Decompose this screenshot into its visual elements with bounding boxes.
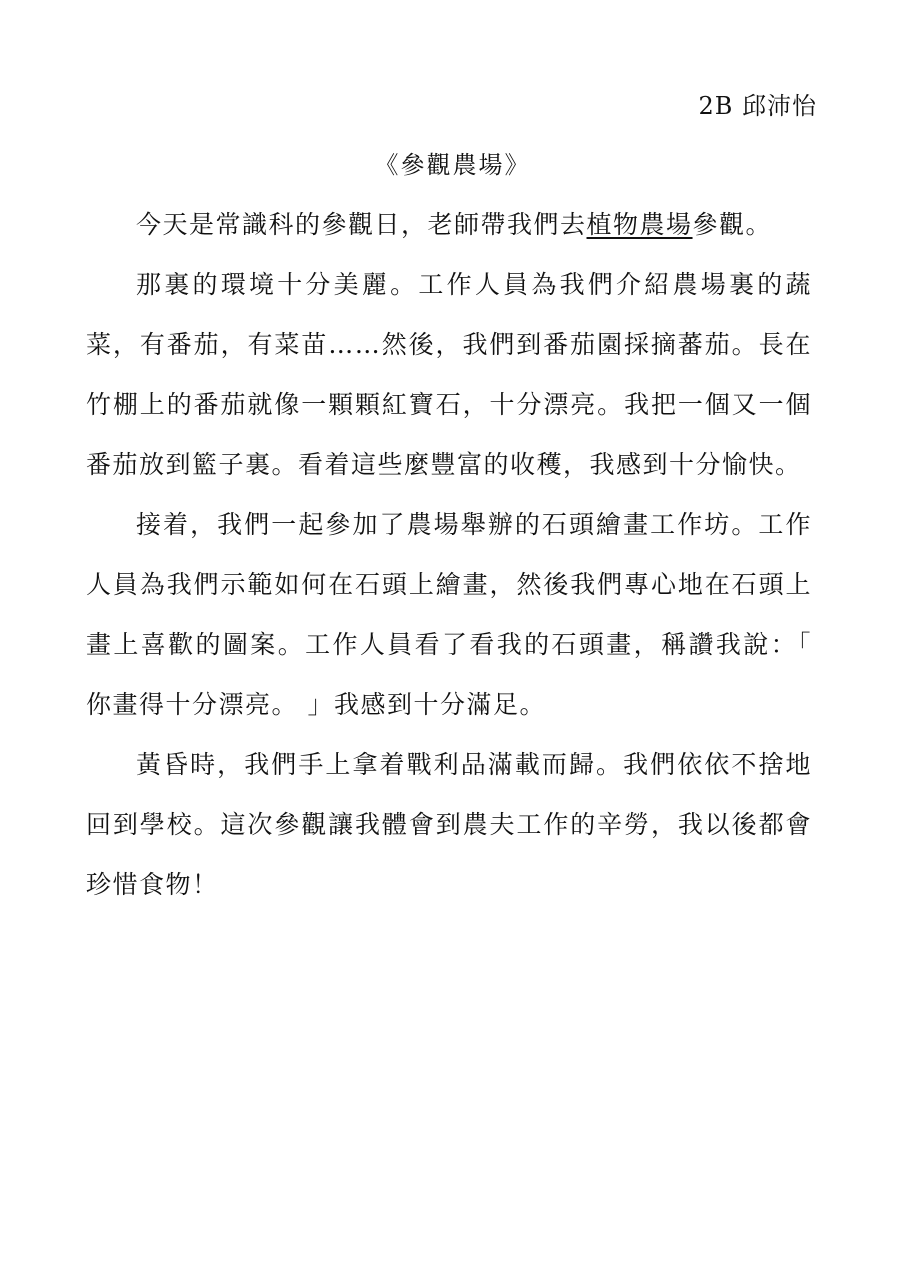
essay-body	[86, 195, 812, 915]
underlined-place-name: 植物農場	[586, 210, 693, 239]
paragraph-1-text-after: 參觀。	[692, 210, 773, 239]
paragraph-1	[86, 195, 812, 255]
essay-title: 《參觀農場》	[374, 151, 531, 179]
paragraph-4: 黃昏時，我們手上拿着戰利品滿載而歸。我們依依不捨地回到學校。這次參觀讓我體會到農夫工作的辛勞，我以後都會珍惜食物！	[86, 750, 812, 899]
paragraph-1-text-before: 今天是常識科的參觀日，老師帶我們去	[136, 210, 587, 239]
paragraph-2: 那裏的環境十分美麗。工作人員為我們介紹農場裏的蔬菜，有番茄，有菜苗……然後，我們到番茄園採摘蕃茄。長在竹棚上的番茄就像一顆顆紅寶石，十分漂亮。我把一個又一個番茄放到籃子裏。看着這些麼豐富的收穫，我感到十分愉快。	[86, 270, 812, 479]
paragraph-3: 接着，我們一起參加了農場舉辦的石頭繪畫工作坊。工作人員為我們示範如何在石頭上繪畫，然後我們專心地在石頭上畫上喜歡的圖案。工作人員看了看我的石頭畫，稱讚我說：「 你畫得十分漂亮。 」我感到十分滿足。	[86, 510, 812, 719]
author-line: 2B 邱沛怡	[698, 92, 817, 120]
